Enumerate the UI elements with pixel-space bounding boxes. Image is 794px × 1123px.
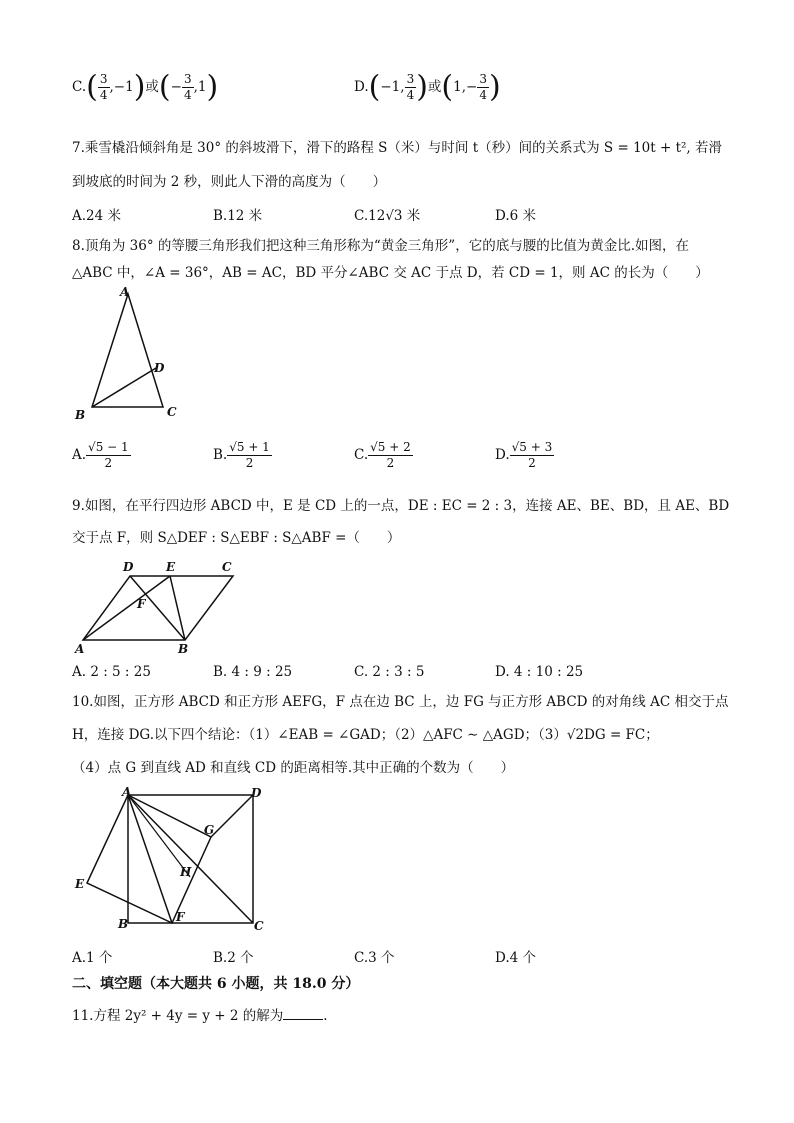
q10-stem-line2: H，连接 DG.以下四个结论：（1）∠EAB = ∠GAD；（2）△AFC ∼ △AGD；（3）√2DG = FC；	[72, 727, 659, 743]
label-d: D	[154, 361, 165, 375]
label-h: H	[180, 865, 192, 879]
q8-option-b: B. $\frac{√5 + 1}{2}$	[213, 440, 270, 470]
q9-option-c: C. 2 : 3 : 5	[354, 664, 425, 680]
q7-option-a: A.24 米	[72, 208, 122, 224]
label-a: A	[75, 642, 85, 656]
q10-option-a: A.1 个	[72, 950, 113, 966]
fraction: $\frac{3}{4}$	[183, 72, 192, 102]
fraction: $\frac{3}{4}$	[479, 72, 487, 102]
q10-option-c: C.3 个	[354, 950, 395, 966]
q8-option-c: C. $\frac{√5 + 2}{2}$	[354, 440, 411, 470]
q10-square-figure	[70, 784, 270, 934]
q6-option-d: D.(−1, $\frac{3}{4}$ )或(1,− $\frac{3}{4}$ )	[354, 69, 501, 105]
q6-option-c: C.( $\frac{3}{4}$ ,−1)或(− $\frac{3}{4}$ ,1)	[72, 69, 219, 105]
q9-option-a: A. 2 : 5 : 25	[72, 664, 151, 680]
q9-option-b: B. 4 : 9 : 25	[213, 664, 293, 680]
q9-option-d: D. 4 : 10 : 25	[495, 664, 584, 680]
label-b: B	[178, 642, 189, 656]
label-d: D	[123, 560, 134, 574]
q7-option-c: C.12√3 米	[354, 208, 421, 224]
label-c: C	[254, 919, 264, 933]
q7-option-d: D.6 米	[495, 208, 537, 224]
label-a: A	[122, 785, 132, 799]
q10-option-b: B.2 个	[213, 950, 254, 966]
label-g: G	[204, 823, 215, 837]
label-f: F	[137, 597, 146, 611]
q11-stem: 11.方程 2y² + 4y = y + 2 的解为 .	[72, 1008, 328, 1024]
label-b: B	[118, 917, 129, 931]
section-title: 二、填空题（本大题共 6 小题，共 18.0 分）	[72, 976, 360, 992]
label-b: B	[75, 408, 86, 421]
segment-bd	[92, 368, 156, 407]
fraction: $\frac{3}{4}$	[99, 72, 108, 102]
label-c: C	[222, 560, 232, 574]
q8-option-d: D. $\frac{√5 + 3}{2}$	[495, 440, 553, 470]
answer-blank[interactable]	[283, 1007, 323, 1020]
label-e: E	[75, 877, 85, 891]
segment-dg	[211, 795, 253, 837]
q9-parallelogram-figure	[70, 556, 245, 656]
q9-stem-line2: 交于点 F，则 S△DEF : S△EBF : S△ABF =（ ）	[72, 530, 401, 546]
label-e: E	[166, 560, 176, 574]
label-d: D	[251, 786, 262, 800]
q7-stem-line2: 到坡底的时间为 2 秒，则此人下滑的高度为（ ）	[72, 174, 387, 190]
q9-stem-line1: 9.如图，在平行四边形 ABCD 中，E 是 CD 上的一点，DE : EC = 2 : 3，连接 AE、BE、BD，且 AE、BD	[72, 498, 730, 514]
q7-stem-line1: 7.乘雪橇沿倾斜角是 30° 的斜坡滑下，滑下的路程 S（米）与时间 t（秒）间的关系式为 S = 10t + t², 若滑	[72, 140, 722, 156]
q10-option-d: D.4 个	[495, 950, 537, 966]
fraction: $\frac{3}{4}$	[406, 72, 415, 102]
q8-triangle-figure	[70, 286, 190, 421]
q8-option-a: A. $\frac{√5 - 1}{2}$	[72, 440, 129, 470]
q8-stem-line2: △ABC 中，∠A = 36°，AB = AC，BD 平分∠ABC 交 AC 于点 D，若 CD = 1，则 AC 的长为（ ）	[72, 265, 709, 281]
label-a: A	[120, 286, 130, 299]
square-aefg	[87, 795, 211, 923]
label-f: F	[176, 910, 185, 924]
q8-stem-line1: 8.顶角为 36° 的等腰三角形我们把这种三角形称为“黄金三角形”，它的底与腰的比值为黄金比.如图，在	[72, 238, 689, 254]
label-c: C	[167, 405, 177, 419]
q10-stem-line1: 10.如图，正方形 ABCD 和正方形 AEFG，F 点在边 BC 上，边 FG 与正方形 ABCD 的对角线 AC 相交于点	[72, 694, 729, 710]
q10-stem-line3: （4）点 G 到直线 AD 和直线 CD 的距离相等.其中正确的个数为（ ）	[72, 760, 515, 776]
q7-option-b: B.12 米	[213, 208, 263, 224]
triangle-abc	[92, 294, 163, 407]
